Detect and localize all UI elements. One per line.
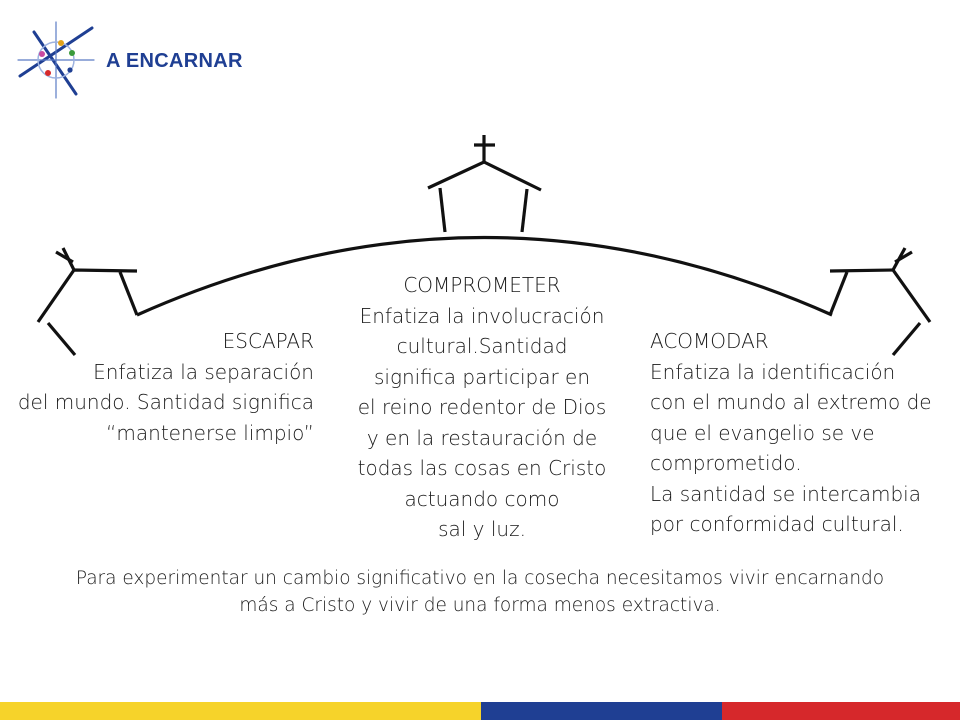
acomodar-block	[650, 326, 950, 540]
acomodar-line: La santidad se intercambia	[650, 481, 921, 506]
comprometer-line: actuando como	[404, 486, 560, 511]
comprometer-line: el reino redentor de Dios	[357, 395, 607, 419]
bar-blue-segment	[481, 702, 722, 720]
center-church-icon	[428, 135, 541, 232]
bar-yellow-segment	[0, 702, 481, 720]
comprometer-block	[332, 270, 632, 545]
comprometer-line: Enfatiza la involucración	[359, 303, 605, 328]
comprometer-line: todas las cosas en Cristo	[357, 456, 607, 480]
escapar-line: Enfatiza la separación	[93, 359, 314, 384]
escapar-line: “mantenerse limpio”	[106, 420, 314, 445]
acomodar-line: comprometido.	[650, 451, 802, 475]
escapar-heading: ESCAPAR	[222, 329, 314, 353]
footer-note	[0, 565, 960, 619]
comprometer-line: y en la restauración de	[366, 425, 598, 450]
acomodar-heading: ACOMODAR	[650, 329, 769, 353]
comprometer-line: sal y luz.	[438, 517, 526, 541]
escapar-block	[0, 326, 314, 448]
footer-line: más a Cristo y vivir de una forma menos extractiva.	[239, 595, 721, 616]
escapar-line: del mundo. Santidad significa	[17, 390, 314, 414]
comprometer-line: significa participar en	[373, 364, 591, 389]
page-title: A ENCARNAR	[106, 50, 243, 72]
acomodar-line: Enfatiza la identificación	[650, 359, 896, 384]
comprometer-heading: COMPROMETER	[403, 273, 561, 297]
acomodar-line: que el evangelio se ve	[650, 420, 875, 445]
acomodar-line: con el mundo al extremo de	[650, 390, 932, 414]
flag-color-bar	[0, 702, 960, 720]
footer-line: Para experimentar un cambio significativo en la cosecha necesitamos vivir encarnando	[75, 568, 885, 589]
comprometer-line: cultural.Santidad	[396, 334, 568, 358]
acomodar-line: por conformidad cultural.	[650, 512, 904, 536]
bar-red-segment	[722, 702, 960, 720]
